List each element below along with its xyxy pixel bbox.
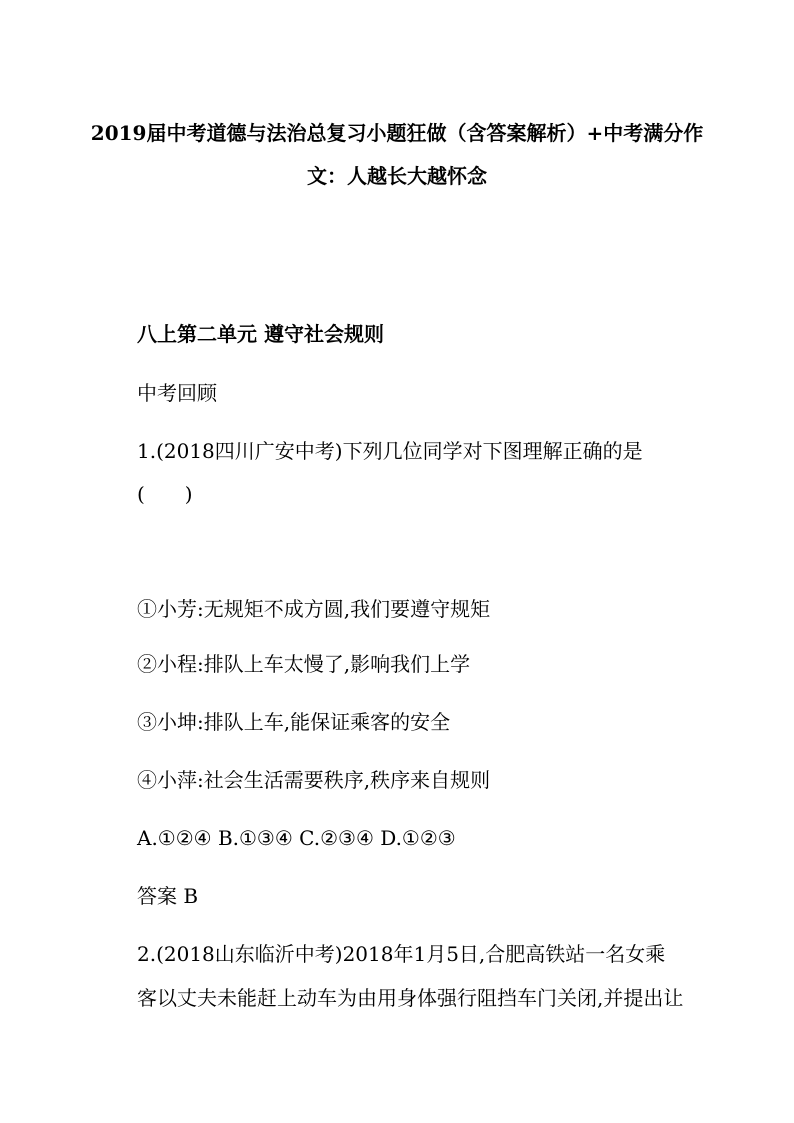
- section-heading: 八上第二单元 遵守社会规则: [137, 322, 384, 346]
- question-1-choices: A.①②④ B.①③④ C.②③④ D.①②③: [137, 826, 456, 850]
- question-1-stem: 1.(2018四川广安中考)下列几位同学对下图理解正确的是: [137, 439, 643, 463]
- subsection-heading: 中考回顾: [137, 381, 217, 405]
- document-title-line-2: 文：人越长大越怀念: [307, 164, 487, 188]
- question-1-blank: ( ): [137, 482, 193, 506]
- question-1-option-4: ④小萍:社会生活需要秩序,秩序来自规则: [137, 768, 491, 792]
- question-1-option-2: ②小程:排队上车太慢了,影响我们上学: [137, 652, 471, 676]
- document-title-line-1: 2019届中考道德与法治总复习小题狂做（含答案解析）+中考满分作: [90, 121, 704, 145]
- question-1-answer: 答案 B: [137, 884, 199, 908]
- question-1-option-3: ③小坤:排队上车,能保证乘客的安全: [137, 710, 451, 734]
- question-2-line-1: 2.(2018山东临沂中考)2018年1月5日,合肥高铁站一名女乘: [137, 942, 666, 966]
- question-1-option-1: ①小芳:无规矩不成方圆,我们要遵守规矩: [137, 597, 491, 621]
- question-2-line-2: 客以丈夫未能赶上动车为由用身体强行阻挡车门关闭,并提出让: [137, 986, 684, 1010]
